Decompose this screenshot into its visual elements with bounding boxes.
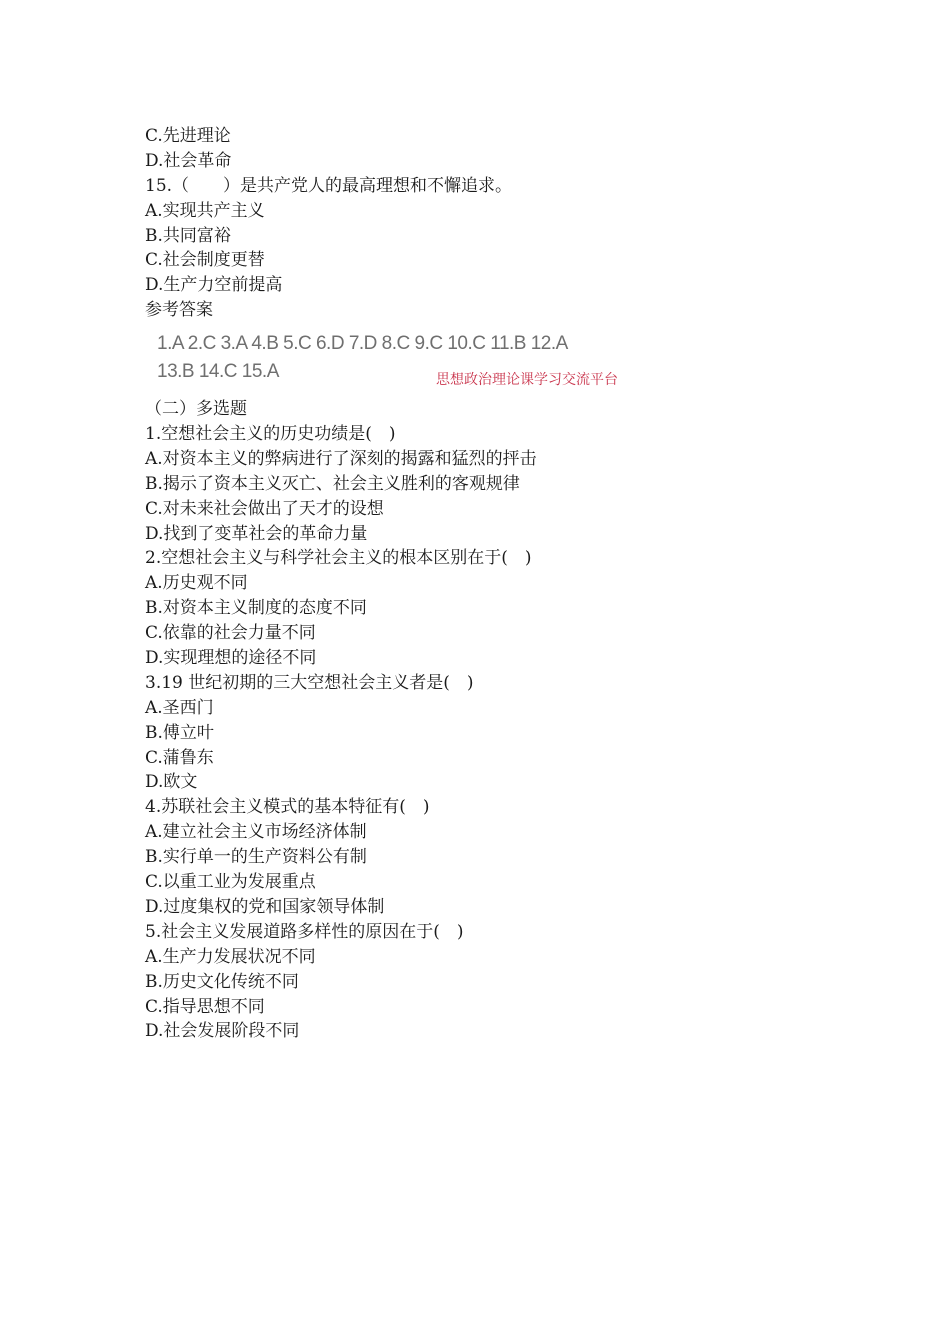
top-section xyxy=(145,124,825,323)
option-line: C.依靠的社会力量不同 xyxy=(145,623,316,644)
multiple-choice-section xyxy=(145,397,825,1044)
option-line: B.对资本主义制度的态度不同 xyxy=(145,598,367,619)
option-line: C.指导思想不同 xyxy=(145,996,265,1017)
option-line: A.建立社会主义市场经济体制 xyxy=(145,822,367,843)
answer-key-row-2: 13.B 14.C 15.A xyxy=(157,361,279,383)
answer-key-image xyxy=(151,325,641,397)
option-line: B.傅立叶 xyxy=(145,722,214,743)
answers-heading: 参考答案 xyxy=(145,300,213,321)
option-line: C.蒲鲁东 xyxy=(145,747,214,768)
answer-key-row-1: 1.A 2.C 3.A 4.B 5.C 6.D 7.D 8.C 9.C 10.C 11.B 12.A xyxy=(157,333,568,355)
text-line: B.共同富裕 xyxy=(145,225,231,246)
option-line: D.过度集权的党和国家领导体制 xyxy=(145,896,385,917)
text-line: D.生产力空前提高 xyxy=(145,275,283,296)
option-line: C.对未来社会做出了天才的设想 xyxy=(145,498,384,519)
question-5: 5.社会主义发展道路多样性的原因在于( ) xyxy=(145,921,464,942)
text-line: A.实现共产主义 xyxy=(145,200,265,221)
option-line: D.社会发展阶段不同 xyxy=(145,1021,300,1042)
question-3: 3.19 世纪初期的三大空想社会主义者是( ) xyxy=(145,672,474,693)
text-line: C.社会制度更替 xyxy=(145,250,265,271)
section-heading: （二）多选题 xyxy=(145,399,247,420)
option-line: B.揭示了资本主义灭亡、社会主义胜利的客观规律 xyxy=(145,473,520,494)
text-line: C.先进理论 xyxy=(145,126,231,146)
option-line: D.找到了变革社会的革命力量 xyxy=(145,523,368,544)
option-line: C.以重工业为发展重点 xyxy=(145,872,316,893)
option-line: A.生产力发展状况不同 xyxy=(145,946,316,967)
option-line: A.圣西门 xyxy=(145,697,214,718)
text-line: D.社会革命 xyxy=(145,150,232,171)
question-4: 4.苏联社会主义模式的基本特征有( ) xyxy=(145,797,430,818)
option-line: D.欧文 xyxy=(145,772,198,793)
watermark-text: 思想政治理论课学习交流平台 xyxy=(436,372,618,389)
option-line: B.历史文化传统不同 xyxy=(145,971,299,992)
option-line: D.实现理想的途径不同 xyxy=(145,648,317,669)
option-line: B.实行单一的生产资料公有制 xyxy=(145,847,367,868)
option-line: A.对资本主义的弊病进行了深刻的揭露和猛烈的抨击 xyxy=(145,448,537,469)
document-page xyxy=(145,124,825,1044)
question-2: 2.空想社会主义与科学社会主义的根本区别在于( ) xyxy=(145,548,532,569)
option-line: A.历史观不同 xyxy=(145,573,248,594)
question-15: 15.（ ）是共产党人的最高理想和不懈追求。 xyxy=(145,175,513,196)
question-1: 1.空想社会主义的历史功绩是( ) xyxy=(145,424,396,445)
